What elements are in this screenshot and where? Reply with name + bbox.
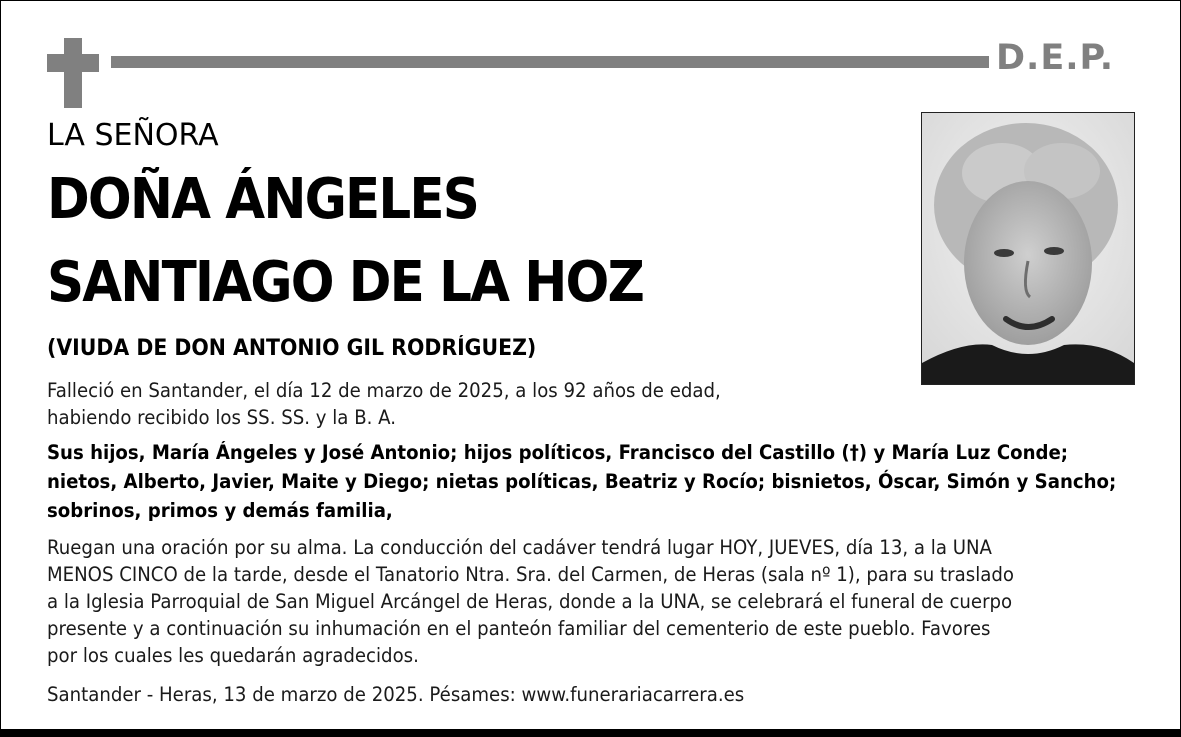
- family-line: nietos, Alberto, Javier, Maite y Diego; nietas políticas, Beatriz y Rocío; bisnietos, Óscar, Simón y Sancho;: [47, 470, 1117, 493]
- header-rule: [111, 56, 989, 68]
- portrait-icon: [922, 113, 1134, 384]
- widow-of: (VIUDA DE DON ANTONIO GIL RODRÍGUEZ): [47, 336, 537, 361]
- dep-label: D.E.P.: [996, 38, 1115, 78]
- family-line: Sus hijos, María Ángeles y José Antonio; hijos políticos, Francisco del Castillo (†) y María Luz Conde;: [47, 441, 1069, 464]
- deceased-name-line2: SANTIAGO DE LA HOZ: [47, 250, 643, 315]
- cross-icon-bar: [47, 54, 99, 72]
- family-line: sobrinos, primos y demás familia,: [47, 499, 393, 522]
- service-line: por los cuales les quedarán agradecidos.: [47, 644, 419, 667]
- service-details: [47, 534, 1014, 669]
- portrait-photo: [921, 112, 1135, 385]
- bottom-border: [0, 729, 1181, 737]
- service-line: a la Iglesia Parroquial de San Miguel Arcángel de Heras, donde a la UNA, se celebrará el funeral de cuerpo: [47, 590, 1013, 613]
- footer-line: Santander - Heras, 13 de marzo de 2025. Pésames: www.funerariacarrera.es: [47, 683, 745, 706]
- deceased-name-line1: DOÑA ÁNGELES: [47, 167, 479, 232]
- service-line: Ruegan una oración por su alma. La conducción del cadáver tendrá lugar HOY, JUEVES, día 13, a la UNA: [47, 536, 992, 559]
- death-line: habiendo recibido los SS. SS. y la B. A.: [47, 406, 397, 429]
- honorific: LA SEÑORA: [47, 118, 219, 153]
- family-list: [47, 438, 1116, 525]
- death-line: Falleció en Santander, el día 12 de marzo de 2025, a los 92 años de edad,: [47, 379, 721, 402]
- death-notice: [47, 377, 721, 431]
- service-line: presente y a continuación su inhumación en el panteón familiar del cementerio de este pueblo. Favores: [47, 617, 991, 640]
- cross-icon: [64, 38, 82, 108]
- service-line: MENOS CINCO de la tarde, desde el Tanatorio Ntra. Sra. del Carmen, de Heras (sala nº 1), para su traslado: [47, 563, 1014, 586]
